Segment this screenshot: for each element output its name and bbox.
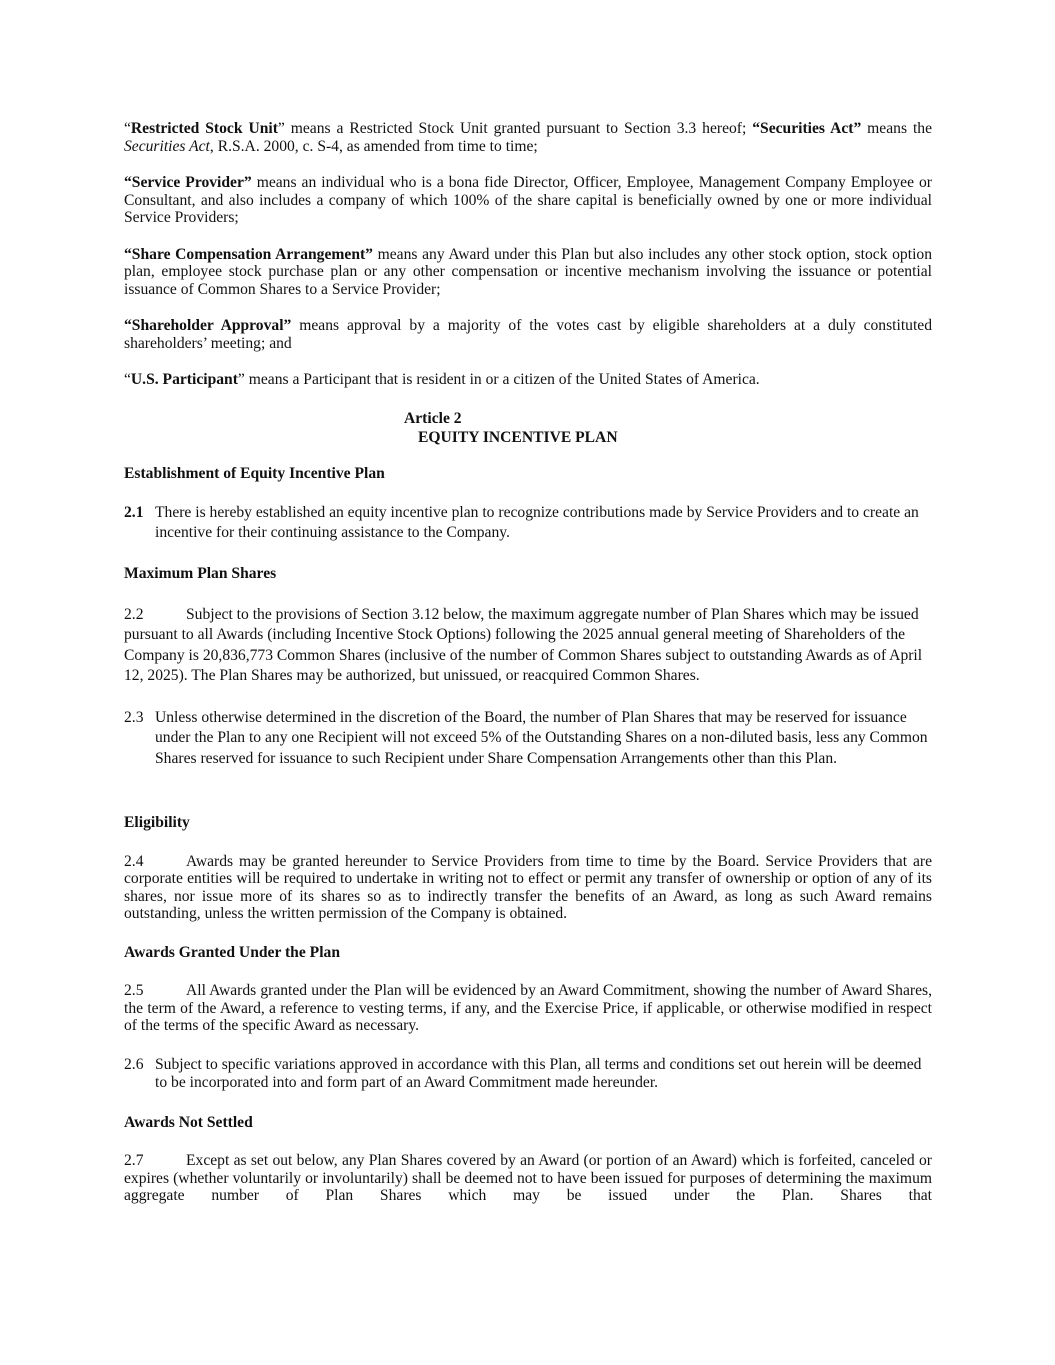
- open-quote: “: [124, 120, 131, 137]
- paragraph-text: Except as set out below, any Plan Shares covered by an Award (or portion of an Award) which is forfeited, canceled or expires (whether voluntarily or involuntarily) shall be deemed not to have been issued for purposes of determining the maximum aggregate number of Plan Shares which may be issued under the Plan. Shares that: [124, 1152, 932, 1204]
- section-heading-awards-not-settled: Awards Not Settled: [124, 1113, 253, 1131]
- definition-text: means the: [861, 120, 933, 137]
- paragraph-text: Subject to specific variations approved in accordance with this Plan, all terms and conditions set out herein will be deemed to be incorporated into and form part of an Award Commitment made hereunder.: [155, 1055, 922, 1091]
- definition-service-provider: [124, 174, 932, 227]
- section-heading-establishment: Establishment of Equity Incentive Plan: [124, 464, 385, 482]
- section-heading-maximum-plan-shares: Maximum Plan Shares: [124, 565, 277, 582]
- definition-shareholder-approval: [124, 317, 932, 352]
- definition-text: ” means a Participant that is resident in or a citizen of the United States of America.: [237, 371, 760, 388]
- definition-text: means an individual who is a bona fide Director, Officer, Employee, Management Company Employee or Consultant, and also includes a company of which 100% of the share capital is beneficially owned by one or more individual Service Providers;: [124, 174, 932, 226]
- term-restricted-stock-unit: Restricted Stock Unit: [130, 120, 278, 137]
- section-heading-eligibility: Eligibility: [124, 814, 190, 831]
- paragraph-text: Awards may be granted hereunder to Service Providers from time to time by the Board. Service Providers that are corporate entities will be required to undertake in writing not to effect or permit any transfer of ownership or option of any of its shares, nor issue more of its shares so as to indirectly transfer the benefits of an Award, as long as such Award remains outstanding, unless the written permission of the Company is obtained.: [124, 852, 932, 922]
- definition-restricted-stock-unit: [124, 120, 932, 155]
- paragraph-2-2: [124, 605, 932, 687]
- term-shareholder-approval: “Shareholder Approval”: [124, 317, 292, 334]
- paragraph-2-5: [124, 982, 932, 1035]
- definition-share-compensation-arrangement: [124, 246, 932, 299]
- document-body: [124, 120, 932, 1205]
- term-securities-act: “Securities Act”: [752, 120, 862, 137]
- paragraph-number: 2.2: [124, 605, 144, 623]
- term-share-compensation-arrangement: “Share Compensation Arrangement”: [124, 245, 373, 263]
- paragraph-2-1: [124, 503, 932, 543]
- paragraph-text: There is hereby established an equity incentive plan to recognize contributions made by Service Providers and to create an incentive for their continuing assistance to the Company.: [155, 504, 919, 541]
- paragraph-number: 2.5: [124, 982, 144, 999]
- definition-text: ” means a Restricted Stock Unit granted pursuant to Section 3.3 hereof;: [277, 120, 753, 137]
- article-number: Article 2: [404, 409, 462, 427]
- article-title: EQUITY INCENTIVE PLAN: [418, 428, 618, 446]
- article-heading: [404, 409, 932, 447]
- definition-us-participant: [124, 371, 932, 389]
- open-quote: “: [124, 371, 131, 388]
- paragraph-2-4: [124, 853, 932, 923]
- paragraph-number: 2.4: [124, 852, 144, 870]
- paragraph-2-6: [124, 1056, 932, 1092]
- definition-text: means approval by a majority of the votes cast by eligible shareholders at a duly constituted shareholders’ meeting; and: [124, 317, 933, 352]
- paragraph-text: Unless otherwise determined in the discretion of the Board, the number of Plan Shares that may be reserved for issuance under the Plan to any one Recipient will not exceed 5% of the Outstanding Shares on a non-diluted basis, less any Common Shares reserved for issuance to such Recipient under Share Compensation Arrangements other than this Plan.: [155, 708, 928, 767]
- paragraph-2-3: [124, 708, 932, 770]
- definition-text: , R.S.A. 2000, c. S-4, as amended from time to time;: [209, 137, 538, 155]
- securities-act-italic: Securities Act: [124, 137, 210, 155]
- paragraph-text: Subject to the provisions of Section 3.12 below, the maximum aggregate number of Plan Shares which may be issued pursuant to all Awards (including Incentive Stock Options) following the 2025 annual general meeting of Shareholders of the Company is 20,836,773 Common Shares (inclusive of the number of Common Shares subject to outstanding Awards as of April 12, 2025). The Plan Shares may be authorized, but unissued, or reacquired Common Shares.: [124, 605, 923, 684]
- definition-text: means any Award under this Plan but also includes any other stock option, stock option plan, employee stock purchase plan or any other compensation or incentive mechanism involving the issuance or potential issuance of Common Shares to a Service Provider;: [124, 245, 932, 298]
- paragraph-2-7: [124, 1152, 932, 1205]
- paragraph-number: 2.7: [124, 1152, 144, 1169]
- section-heading-awards-granted: Awards Granted Under the Plan: [124, 943, 341, 961]
- paragraph-number: 2.6: [124, 1055, 144, 1073]
- paragraph-number: 2.3: [124, 708, 144, 726]
- paragraph-number: 2.1: [124, 504, 144, 521]
- term-service-provider: “Service Provider”: [124, 174, 252, 191]
- paragraph-text: All Awards granted under the Plan will be evidenced by an Award Commitment, showing the number of Award Shares, the term of the Award, a reference to vesting terms, if any, and the Exercise Price, if applicable, or otherwise modified in respect of the terms of the specific Award as necessary.: [124, 982, 932, 1034]
- term-us-participant: U.S. Participant: [130, 371, 238, 388]
